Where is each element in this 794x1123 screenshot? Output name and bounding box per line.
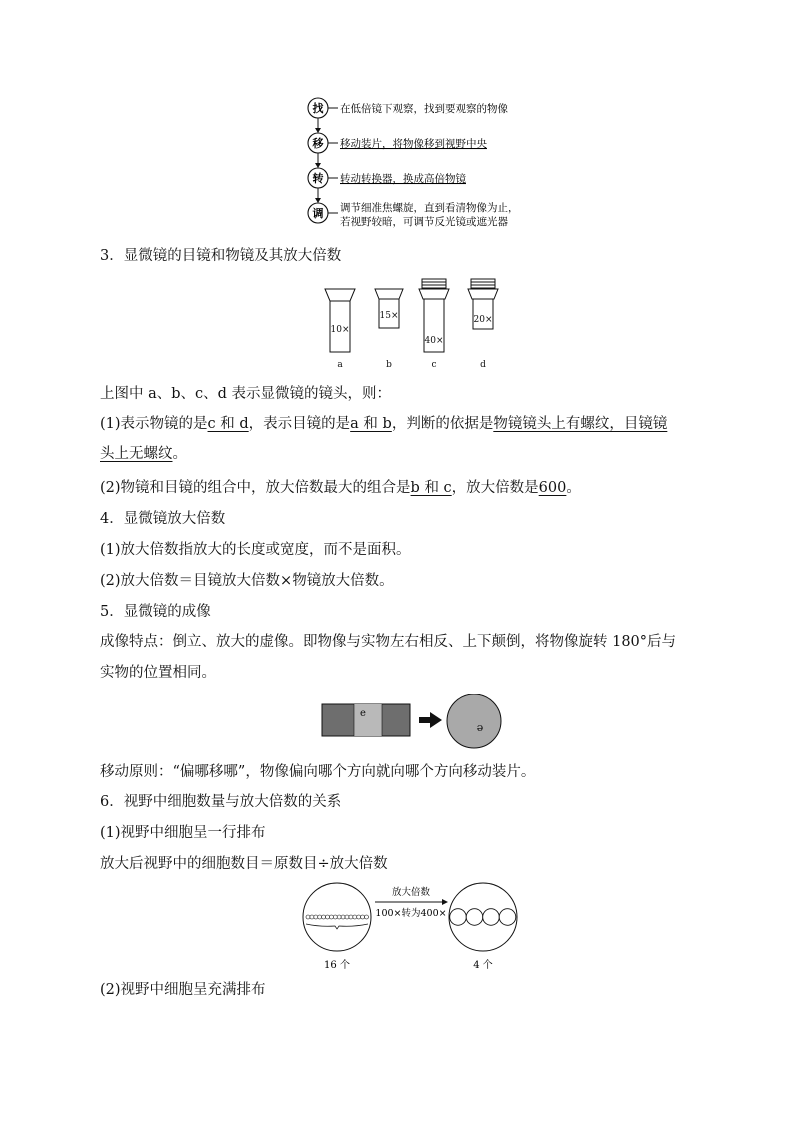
lens-letter: b [386,360,392,370]
lens-diagram [318,275,508,370]
cell-count-diagram [300,880,530,974]
lens-mark: 20× [473,315,493,325]
lens-a-flange [325,289,355,301]
section-6-heading: 6．视野中细胞数量与放大倍数的关系 [100,794,342,810]
answer-reason: 物镜镜头上有螺纹，目镜镜 [493,416,668,432]
cell [483,909,500,926]
lens-letter: d [480,360,486,370]
step-char: 转 [312,172,324,185]
slide-letter: e [360,708,366,719]
arrow-icon [419,717,430,723]
cell [345,915,349,919]
lens-mark: 40× [424,336,444,346]
step-text-line2: 若视野较暗，可调节反光镜或遮光器 [340,216,508,228]
question-2: (2)物镜和目镜的组合中，放大倍数最大的组合是b 和 c，放大倍数是600。 [100,480,581,496]
lens-d-collar [468,289,498,299]
cell [349,915,353,919]
arrow-bottom-label: 100×转为400× [375,908,447,919]
step-text: 在低倍镜下观察，找到要观察的物像 [340,103,508,115]
cell [365,915,369,919]
cell [329,915,333,919]
moving-principle: 移动原则：“偏哪移哪”，物像偏向哪个方向就向哪个方向移动装片。 [100,764,536,780]
image-inversion-diagram [320,694,502,752]
lens-mark: 15× [379,311,399,321]
lens-c-collar [419,289,449,299]
imaging-feature-line1: 成像特点：倒立、放大的虚像。即物像与实物左右相反、上下颠倒，将物像旋转 180°后与 [100,634,677,650]
answer-magnification: 600 [538,480,567,496]
cell [361,915,365,919]
lens-intro: 上图中 a、b、c、d 表示显微镜的镜头，则： [100,386,392,402]
lens-letter: c [431,360,437,370]
cell [306,915,310,919]
field-of-view [447,694,501,748]
cell [337,915,341,919]
cell [450,909,467,926]
answer-eyepiece: a 和 b [350,416,392,432]
step-text: 移动装片，将物像移到视野中央 [340,138,487,150]
step-text: 调节细准焦螺旋，直到看清物像为止， [340,202,519,214]
cell [341,915,345,919]
section-3-heading: 3．显微镜的目镜和物镜及其放大倍数 [100,248,342,264]
answer-max-combo: b 和 c [410,480,452,496]
section-5-heading: 5．显微镜的成像 [100,604,211,620]
answer-reason-cont: 头上无螺纹 [100,446,173,462]
right-count-label: 4 个 [473,960,493,971]
cell [322,915,326,919]
arrow-top-label: 放大倍数 [391,887,431,898]
view-letter: ə [476,721,484,734]
imaging-feature-line2: 实物的位置相同。 [100,665,216,681]
section-4-heading: 4．显微镜放大倍数 [100,511,226,527]
cell [318,915,322,919]
cell [333,915,337,919]
step-char: 找 [312,102,324,115]
step-text: 转动转换器，换成高倍物镜 [340,173,466,185]
question-1-line1: (1)表示物镜的是c 和 d，表示目镜的是a 和 b，判断的依据是物镜镜头上有螺纹，目镜镜 [100,416,668,432]
lens-mark: 10× [330,325,350,335]
left-count-label: 16 个 [324,960,350,971]
cell [466,909,483,926]
cell [353,915,357,919]
slide-specimen [354,704,382,736]
step-char: 移 [312,137,324,150]
lens-b-flange [375,289,403,299]
section-4-line2: (2)放大倍数＝目镜放大倍数×物镜放大倍数。 [100,573,394,589]
answer-objective: c 和 d [207,416,249,432]
procedure-flowchart [300,92,530,232]
cell [310,915,314,919]
section-4-line1: (1)放大倍数指放大的长度或宽度，而不是面积。 [100,542,411,558]
step-char: 调 [312,207,324,220]
cell [314,915,318,919]
section-6-sub1: (1)视野中细胞呈一行排布 [100,825,266,841]
cell-count-formula: 放大后视野中的细胞数目＝原数目÷放大倍数 [100,856,388,872]
cell [357,915,361,919]
cell [499,909,516,926]
question-1-line2: 头上无螺纹。 [100,446,187,462]
section-6-sub2: (2)视野中细胞呈充满排布 [100,982,266,998]
cell [326,915,330,919]
lens-letter: a [337,360,343,370]
